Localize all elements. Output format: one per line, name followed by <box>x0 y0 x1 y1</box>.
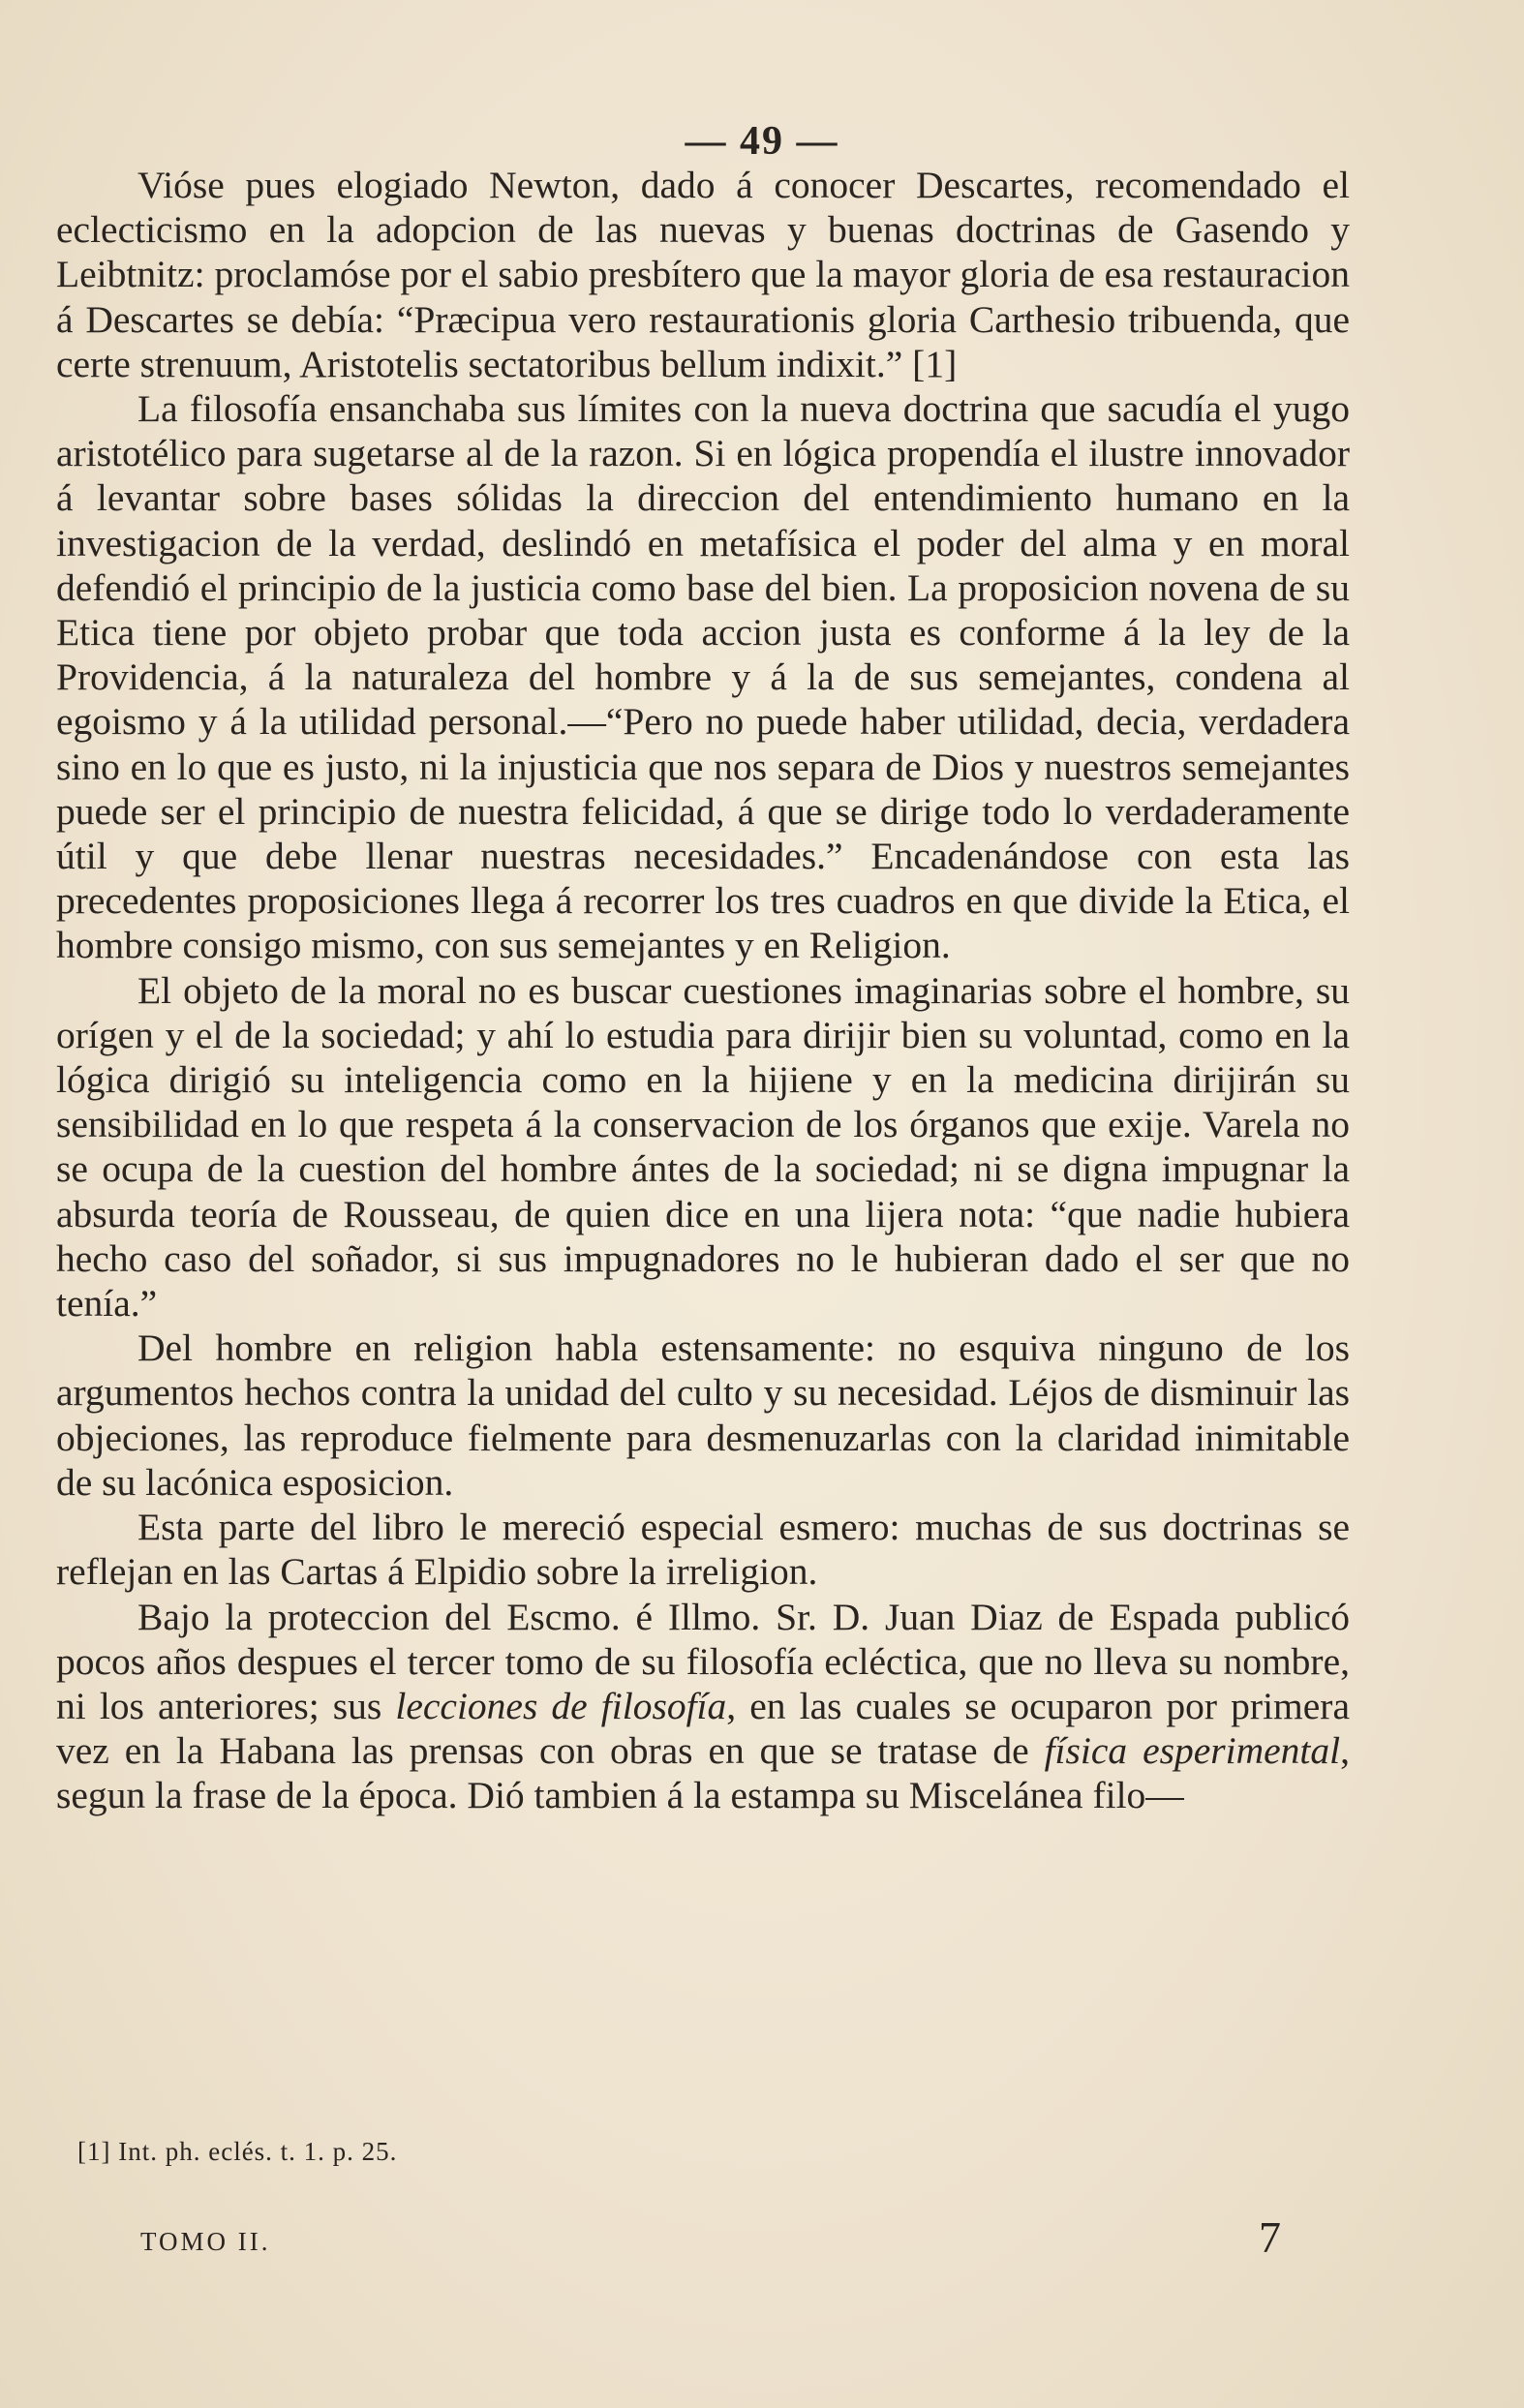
body-text <box>56 163 1350 1818</box>
folio-mark: 7 <box>1259 2212 1281 2262</box>
paragraph <box>56 1505 1350 1594</box>
text-run: , segun la frase de la época. Dió tambien á la estampa su Miscelánea filo— <box>56 1729 1350 1817</box>
text-run: El objeto de la moral no es buscar cuestiones imaginarias sobre el hombre, su orígen y el de la sociedad; y ahí lo estudia para dirijir bien su voluntad, como en la lógica dirigió su inteligencia como en la hijiene y en la medicina dirijirán su sensibilidad en lo que respeta á la conservacion de los órganos que exije. Varela no se ocupa de la cuestion del hombre ántes de la sociedad; ni se digna impugnar la absurda teoría de Rousseau, de quien dice en una lijera nota: “que nadie hubiera hecho caso del soñador, si sus impugnadores no le hubieran dado el ser que no tenía.” <box>56 968 1350 1326</box>
text-run: Vióse pues elogiado Newton, dado á conocer Descartes, recomendado el eclecticismo en la adopcion de las nuevas y buenas doctrinas de Gasendo y Leibtnitz: proclamóse por el sabio presbítero que la mayor gloria de esa restauracion á Descartes se debía: “Præcipua vero restaurationis gloria Carthesio tribuenda, que certe strenuum, Aristotelis sectatoribus bellum indixit.” [1] <box>56 164 1350 385</box>
italic-text: lecciones de filosofía <box>395 1684 727 1727</box>
paragraph <box>56 1326 1350 1505</box>
paragraph <box>56 163 1350 386</box>
text-run: Bajo la proteccion del Escmo. é Illmo. Sr. D. Juan Diaz de Espada publicó pocos años despues el tercer tomo de su filosofía ecléctica, que no lleva su nombre, ni los anteriores; sus <box>56 1595 1350 1727</box>
italic-text: física esperimental <box>1044 1729 1341 1773</box>
text-run: Esta parte del libro le mereció especial esmero: muchas de sus doctrinas se reflejan en las Cartas á Elpidio sobre la irreligion. <box>56 1506 1350 1594</box>
paragraph <box>56 1595 1350 1818</box>
text-run: Del hombre en religion habla estensamente: no esquiva ninguno de los argumentos hechos contra la unidad del culto y su necesidad. Léjos de disminuir las objeciones, las reproduce fielmente para desmenuzarlas con la claridad inimitable de su lacónica esposicion. <box>56 1326 1350 1504</box>
paragraph <box>56 386 1350 968</box>
text-run: La filosofía ensanchaba sus límites con la nueva doctrina que sacudía el yugo aristotélico para sugetarse al de la razon. Si en lógica propendía el ilustre innovador á levantar sobre bases sólidas la direccion del entendimiento humano en la investigacion de la verdad, deslindó en metafísica el poder del alma y en moral defendió el principio de la justicia como base del bien. La proposicion novena de su Etica tiene por objeto probar que toda accion justa es conforme á la ley de la Providencia, á la naturaleza del hombre y á la de sus semejantes, condena al egoismo y á la utilidad personal.—“Pero no puede haber utilidad, decia, verdadera sino en lo que es justo, ni la injusticia que nos separa de Dios y nuestros semejantes puede ser el principio de nuestra felicidad, á que se dirige todo lo verdaderamente útil y que debe llenar nuestras necesidades.” Encadenándose con esta las precedentes proposiciones llega á recorrer los tres cuadros en que divide la Etica, el hombre consigo mismo, con sus semejantes y en Religion. <box>56 387 1350 967</box>
page-number: — 49 — <box>685 119 839 164</box>
footnote: [1] Int. ph. eclés. t. 1. p. 25. <box>77 2137 398 2166</box>
paragraph <box>56 968 1350 1326</box>
text-run: , en las cuales se ocuparon por primera vez en la Habana las prensas con obras en que se tratase de <box>56 1684 1350 1773</box>
volume-signature: TOMO II. <box>140 2227 271 2256</box>
